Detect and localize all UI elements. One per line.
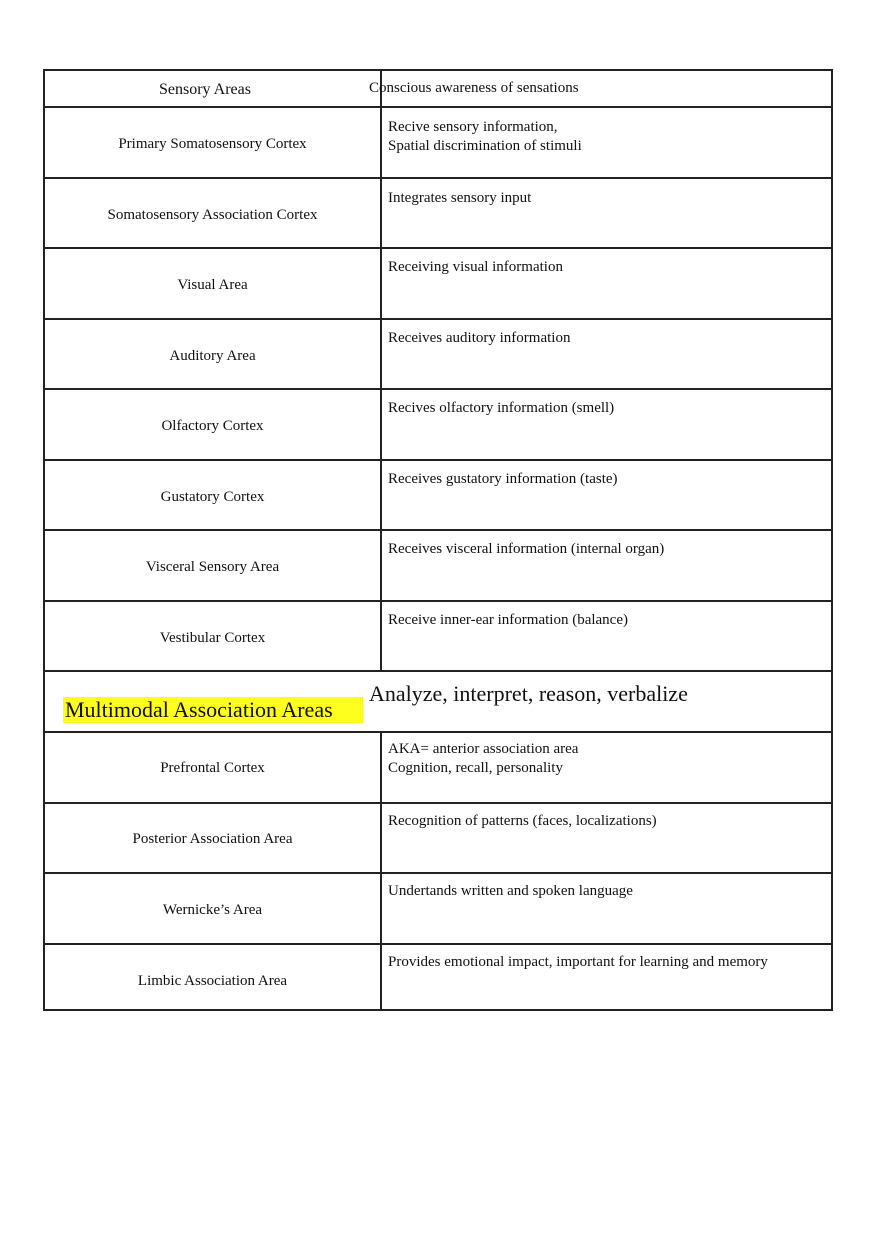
- area-name: Visceral Sensory Area: [145, 559, 280, 575]
- area-name: Vestibular Cortex: [159, 630, 266, 646]
- area-name: Posterior Association Area: [132, 831, 293, 847]
- description-line: Receives gustatory information (taste): [388, 471, 618, 487]
- description-line: Provides emotional impact, important for learning and memory: [388, 954, 768, 970]
- area-name: Primary Somatosensory Cortex: [118, 136, 307, 152]
- area-name: Visual Area: [177, 277, 248, 293]
- area-name: Gustatory Cortex: [160, 489, 265, 505]
- column-divider: [380, 874, 382, 943]
- description-line: Receiving visual information: [388, 259, 563, 275]
- area-name: Somatosensory Association Cortex: [107, 207, 318, 223]
- table-row: [45, 459, 831, 529]
- table-row: [45, 943, 831, 1009]
- table-row: [45, 318, 831, 388]
- area-description: [388, 258, 825, 277]
- column-divider: [380, 108, 382, 177]
- area-description: [388, 189, 825, 208]
- area-description: [388, 329, 825, 348]
- area-description: [388, 399, 825, 418]
- description-line: Receive inner-ear information (balance): [388, 612, 628, 628]
- column-divider: [380, 733, 382, 802]
- table-row: [45, 388, 831, 459]
- column-divider: [380, 179, 382, 247]
- table-header-row: [45, 71, 831, 106]
- analyze-interpret-heading: Analyze, interpret, reason, verbalize: [369, 681, 688, 706]
- table-row: [45, 872, 831, 943]
- column-divider: [380, 602, 382, 670]
- column-divider: [380, 531, 382, 600]
- area-name: Wernicke’s Area: [162, 902, 263, 918]
- description-line: Undertands written and spoken language: [388, 883, 633, 899]
- area-name: Auditory Area: [169, 348, 256, 364]
- column-divider: [380, 461, 382, 529]
- area-description: [388, 812, 825, 831]
- column-divider: [380, 804, 382, 872]
- header-conscious-awareness: Conscious awareness of sensations: [369, 80, 579, 96]
- area-description: [388, 118, 825, 156]
- table-row: [45, 177, 831, 247]
- multimodal-association-heading: Multimodal Association Areas: [63, 697, 363, 723]
- area-name: Prefrontal Cortex: [160, 760, 265, 776]
- description-line: Recive sensory information,: [388, 119, 558, 135]
- area-description: [388, 470, 825, 489]
- description-line: Cognition, recall, personality: [388, 760, 563, 776]
- table-row: [45, 731, 831, 802]
- description-line: Spatial discrimination of stimuli: [388, 138, 582, 154]
- section-header-row: [45, 670, 831, 731]
- table-row: [45, 600, 831, 670]
- description-line: Integrates sensory input: [388, 190, 532, 206]
- area-description: [388, 611, 825, 630]
- table-row: [45, 106, 831, 177]
- table-row: [45, 802, 831, 872]
- header-sensory-areas: Sensory Areas: [159, 81, 251, 98]
- description-line: AKA= anterior association area: [388, 741, 579, 757]
- table-row: [45, 529, 831, 600]
- area-description: [388, 882, 825, 901]
- description-line: Recognition of patterns (faces, localizations): [388, 813, 657, 829]
- area-name: Limbic Association Area: [137, 973, 288, 989]
- description-line: Receives visceral information (internal organ): [388, 541, 665, 557]
- area-description: [388, 953, 825, 972]
- brain-areas-table: [43, 69, 833, 1011]
- table-row: [45, 247, 831, 318]
- area-description: [388, 540, 825, 559]
- column-divider: [380, 320, 382, 388]
- area-description: [388, 740, 825, 778]
- description-line: Recives olfactory information (smell): [388, 400, 615, 416]
- description-line: Receives auditory information: [388, 330, 571, 346]
- column-divider: [380, 249, 382, 318]
- column-divider: [380, 945, 382, 1009]
- column-divider: [380, 390, 382, 459]
- area-name: Olfactory Cortex: [161, 418, 264, 434]
